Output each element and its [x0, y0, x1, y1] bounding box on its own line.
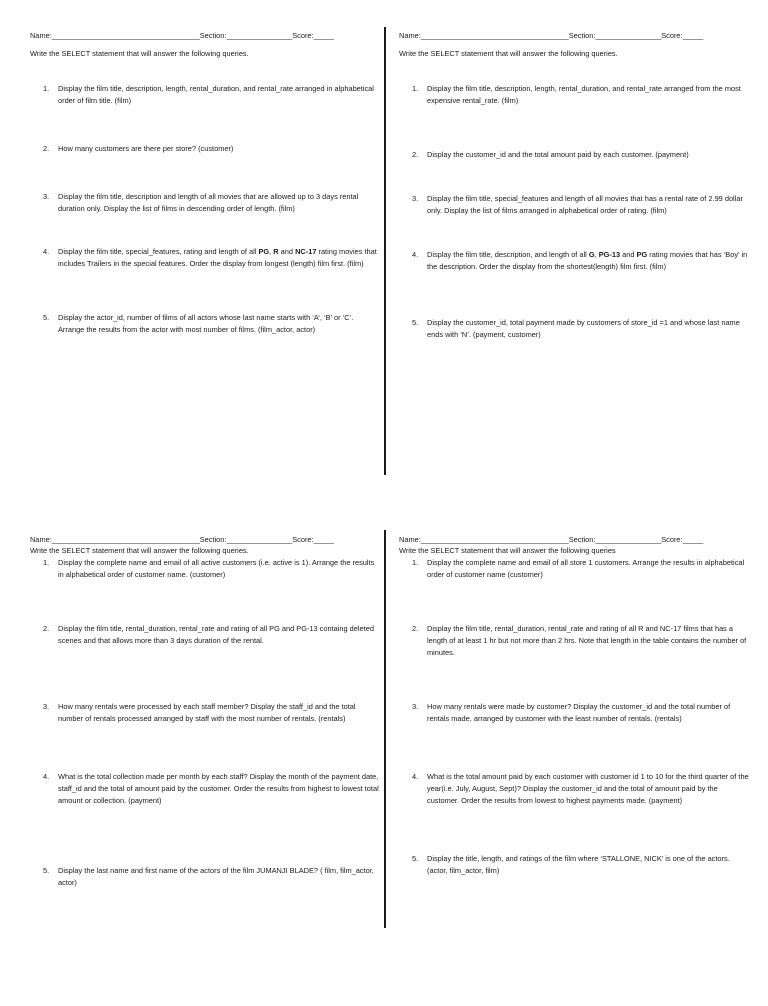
question-list — [30, 83, 380, 336]
question-text: What is the total amount paid by each customer with customer id 1 to 10 for the third quarter of the year(i.e. July, August, Sept)? Display the customer_id and the total of amount paid by the customer. Order the results from lowest to highest payments made. (payment) — [427, 772, 749, 805]
question-text: What is the total collection made per month by each staff? Display the month of the payment date, staff_id and the total of amount paid by the customer. Order the results from highest to lowest total amount or collection. (payment) — [58, 772, 379, 805]
question-text: Display the complete name and email of all active customers (i.e. active is 1). Arrange the results in alphabetical order of customer name. (customer) — [58, 558, 375, 579]
name-section-score-line: Name:____________________________________Section:________________Score:_____ — [399, 31, 704, 40]
question-number: 5. — [43, 866, 50, 875]
question-number: 1. — [43, 84, 50, 93]
worksheet-bottom-right — [399, 535, 749, 877]
question-item — [399, 557, 749, 581]
question-text — [58, 247, 377, 268]
question-item — [30, 701, 380, 725]
question-number: 2. — [412, 624, 419, 633]
vertical-divider-top — [384, 27, 386, 475]
question-text: Display the customer_id and the total amount paid by each customer. (payment) — [427, 150, 689, 159]
question-item — [30, 312, 380, 336]
question-list — [399, 83, 749, 341]
question-number: 2. — [43, 144, 50, 153]
worksheet-top-right — [399, 31, 749, 341]
rating-bold: PG — [636, 250, 648, 259]
question-item — [399, 853, 749, 877]
question-text: Display the complete name and email of all store 1 customers. Arrange the results in alphabetical order of customer name (customer) — [427, 558, 745, 579]
rating-bold: PG — [258, 247, 270, 256]
question-number: 1. — [43, 558, 50, 567]
question-number: 4. — [412, 772, 419, 781]
question-text: Display the title, length, and ratings of the film where ‘STALLONE, NICK’ is one of the actors. (actor, film_actor, film) — [427, 854, 730, 875]
question-number: 5. — [43, 313, 50, 322]
question-text — [427, 250, 747, 271]
text-segment: and — [278, 247, 296, 256]
question-number: 4. — [412, 250, 419, 259]
question-item — [399, 193, 749, 217]
text-segment: Display the film title, description, and length of all — [427, 250, 589, 259]
question-item — [30, 246, 380, 270]
question-text: Display the last name and first name of the actors of the film JUMANJI BLADE? ( film, film_actor, actor) — [58, 866, 374, 887]
question-number: 1. — [412, 558, 419, 567]
question-item — [30, 623, 380, 647]
question-text: Display the customer_id, total payment made by customers of store_id =1 and whose last name ends with ‘N’. (payment, customer) — [427, 318, 740, 339]
rating-bold: PG-13 — [598, 250, 621, 259]
question-text: Display the film title, special_features and length of all movies that has a rental rate of 2.99 dollar only. Display the list of films arranged in alphabetical order of rating. (film) — [427, 194, 743, 215]
question-number: 4. — [43, 247, 50, 256]
instruction: Write the SELECT statement that will answer the following queries. — [399, 49, 618, 58]
question-number: 4. — [43, 772, 50, 781]
question-item — [399, 317, 749, 341]
worksheet-top-left — [30, 31, 380, 336]
question-number: 2. — [43, 624, 50, 633]
rating-bold: R — [273, 247, 279, 256]
name-section-score-line: Name:____________________________________Section:________________Score:_____ — [30, 535, 335, 544]
question-number: 5. — [412, 318, 419, 327]
instruction: Write the SELECT statement that will answer the following queries. — [30, 49, 249, 58]
question-text: Display the film title, description, length, rental_duration, and rental_rate arranged in alphabetical order of film title. (film) — [58, 84, 374, 105]
question-list — [30, 557, 380, 889]
question-item — [399, 623, 749, 659]
question-text: Display the actor_id, number of films of all actors whose last name starts with ‘A’, ‘B’ or ‘C’. Arrange the results from the actor with most number of films. (film_actor, actor) — [58, 313, 354, 334]
question-text: Display the film title, rental_duration, rental_rate and rating of all R and NC-17 films that has a length of at least 1 hr but not more than 2 hrs. Note that length in the table contains the number of minutes. — [427, 624, 747, 657]
text-segment: and — [620, 250, 637, 259]
name-section-score-line: Name:____________________________________Section:________________Score:_____ — [399, 535, 704, 544]
question-number: 3. — [43, 192, 50, 201]
question-list — [399, 557, 749, 877]
question-number: 3. — [412, 194, 419, 203]
question-item — [399, 83, 749, 107]
rating-bold: G — [588, 250, 595, 259]
question-text: Display the film title, description, length, rental_duration, and rental_rate arranged from the most expensive rental_rate. (film) — [427, 84, 741, 105]
question-item — [30, 143, 380, 155]
question-item — [399, 701, 749, 725]
question-text: Display the film title, description and length of all movies that are allowed up to 3 days rental duration only. Display the list of films in descending order of length. (film) — [58, 192, 359, 213]
instruction: Write the SELECT statement that will answer the following queries. — [30, 546, 249, 555]
question-item — [30, 83, 380, 107]
name-section-score-line: Name:____________________________________Section:________________Score:_____ — [30, 31, 335, 40]
question-item — [399, 149, 749, 161]
vertical-divider-bottom — [384, 530, 386, 928]
text-segment: , — [269, 247, 274, 256]
text-segment: Display the film title, special_features, rating and length of all — [58, 247, 259, 256]
question-number: 1. — [412, 84, 419, 93]
rating-bold: NC-17 — [295, 247, 317, 256]
question-item — [30, 865, 380, 889]
question-item — [30, 771, 380, 807]
text-segment: rating movies that includes Trailers in the special features. Order the display from longest (length) film first. (film) — [58, 247, 377, 268]
worksheet-bottom-left — [30, 535, 380, 889]
instruction: Write the SELECT statement that will answer the following queries — [399, 546, 616, 555]
text-segment: rating movies that has ‘Boy’ in the description. Order the display from the shortest(length) film first. (film) — [427, 250, 748, 271]
question-item — [30, 191, 380, 215]
text-segment: , — [594, 250, 599, 259]
question-text: How many rentals were made by customer? Display the customer_id and the total number of rentals made, arranged by customer with the least number of rentals. (rentals) — [427, 702, 731, 723]
question-text: How many customers are there per store? (customer) — [58, 144, 234, 153]
question-item — [399, 249, 749, 273]
question-text: Display the film title, rental_duration, rental_rate and rating of all PG and PG-13 containg deleted scenes and that allows more than 3 days duration of the rental. — [58, 624, 374, 645]
question-item — [399, 771, 749, 807]
question-number: 3. — [43, 702, 50, 711]
question-item — [30, 557, 380, 581]
question-text: How many rentals were processed by each staff member? Display the staff_id and the total number of rentals processed arranged by staff with the most number of rentals. (rentals) — [58, 702, 356, 723]
question-number: 3. — [412, 702, 419, 711]
question-number: 2. — [412, 150, 419, 159]
question-number: 5. — [412, 854, 419, 863]
